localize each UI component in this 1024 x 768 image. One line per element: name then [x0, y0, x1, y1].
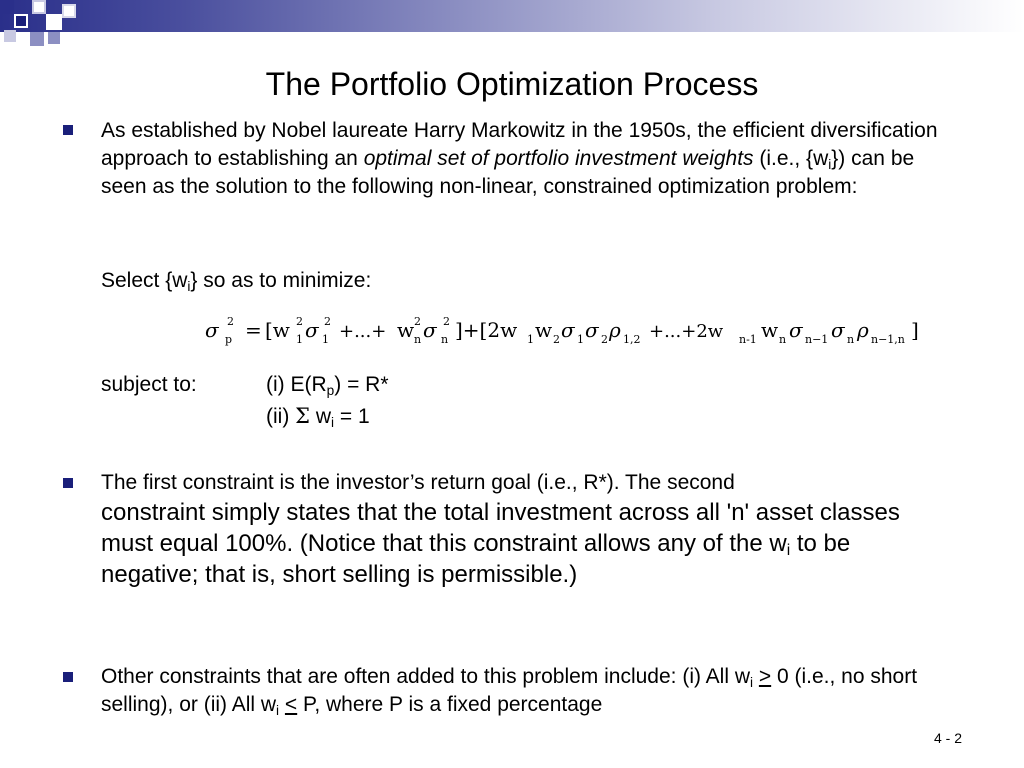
formula-sub: 2	[553, 333, 560, 346]
formula-term: +...+2w	[649, 321, 724, 342]
subject-to-label: subject to:	[101, 373, 197, 396]
formula-term: ]+[2w	[455, 318, 518, 342]
header-square-decoration	[46, 14, 62, 30]
formula-term: w	[761, 318, 779, 342]
formula-sub: 1	[527, 333, 534, 346]
variance-formula	[205, 311, 965, 351]
header-square-decoration	[4, 30, 16, 42]
formula-sigma: σ	[585, 318, 599, 342]
formula-sub: n−1,n	[871, 333, 905, 346]
constraint-2: (ii) Σ $w_i = 1$	[266, 404, 370, 430]
formula-sigma: σ	[423, 318, 437, 342]
formula-term: w	[397, 318, 415, 342]
bullet-2-text: The first constraint is the investor’s return goal (i.e., R*). The second constraint simply states that the total investment across all 'n' asset classes must equal 100%. (Notice that this constraint allows any of the $w_i$ to be negative; that is, short selling is permissible.)	[101, 471, 900, 588]
formula-sigma: σ	[305, 318, 319, 342]
header-square-decoration	[62, 4, 76, 18]
formula-sub: 1	[577, 333, 584, 346]
formula-rho: ρ	[609, 318, 621, 342]
header-square-decoration	[32, 0, 46, 14]
formula-sub: n	[414, 333, 422, 346]
sigma-sum-icon: Σ	[295, 404, 311, 428]
formula-sub: n-1	[739, 333, 757, 346]
formula-sigma: σ	[831, 318, 845, 342]
formula-sup: 2	[227, 315, 234, 328]
constraint-1: (i) $E(R_p) = R*$	[266, 373, 389, 398]
italic-phrase: optimal set of portfolio investment weights	[363, 147, 754, 170]
formula-sigma: σ	[205, 318, 219, 342]
bullet-marker	[63, 125, 73, 135]
formula-sub: p	[225, 333, 233, 346]
formula-term: +...+	[339, 321, 387, 342]
bullet-1-text: As established by Nobel laureate Harry Markowitz in the 1950s, the efficient diversification approach to establishing an optimal set of portfolio investment weights (i.e., $\{w_i\}$) can be seen as the solution to the following non-linear, constrained optimization problem:	[101, 119, 938, 198]
slide-title: The Portfolio Optimization Process	[265, 66, 759, 102]
formula-term: ]	[911, 318, 919, 342]
formula-sub: 1,2	[623, 333, 641, 346]
formula-sub: n	[847, 333, 855, 346]
formula-rho: ρ	[857, 318, 869, 342]
bullet-marker	[63, 672, 73, 682]
formula-term: [w	[265, 318, 290, 342]
select-line: Select $\{w_i\}$ so as to minimize:	[101, 269, 372, 294]
formula-sup: 2	[443, 315, 450, 328]
formula-sub: 1	[322, 333, 329, 346]
formula-sub: n	[779, 333, 787, 346]
header-square-decoration	[16, 16, 26, 26]
formula-sup: 2	[296, 315, 303, 328]
formula-equals: =	[245, 318, 262, 342]
header-square-decoration	[0, 0, 14, 14]
formula-sub: 2	[601, 333, 608, 346]
formula-svg	[205, 311, 965, 351]
formula-sup: 2	[324, 315, 331, 328]
formula-sup: 2	[414, 315, 421, 328]
formula-sigma: σ	[789, 318, 803, 342]
header-square-decoration	[48, 32, 60, 44]
header-square-decoration	[30, 32, 44, 46]
formula-sub: 1	[296, 333, 303, 346]
formula-sigma: σ	[561, 318, 575, 342]
bullet-marker	[63, 478, 73, 488]
header-gradient-band	[0, 0, 1024, 32]
formula-sub: n	[441, 333, 449, 346]
page-number: 4 - 2	[933, 730, 962, 746]
formula-term: w	[535, 318, 553, 342]
formula-sub: n−1	[805, 333, 829, 346]
bullet-3-text: Other constraints that are often added to this problem include: (i) All $w_i > 0$ (i.e., no short selling), or (ii) All $w_i < P$, where P is a fixed percentage	[101, 665, 918, 718]
